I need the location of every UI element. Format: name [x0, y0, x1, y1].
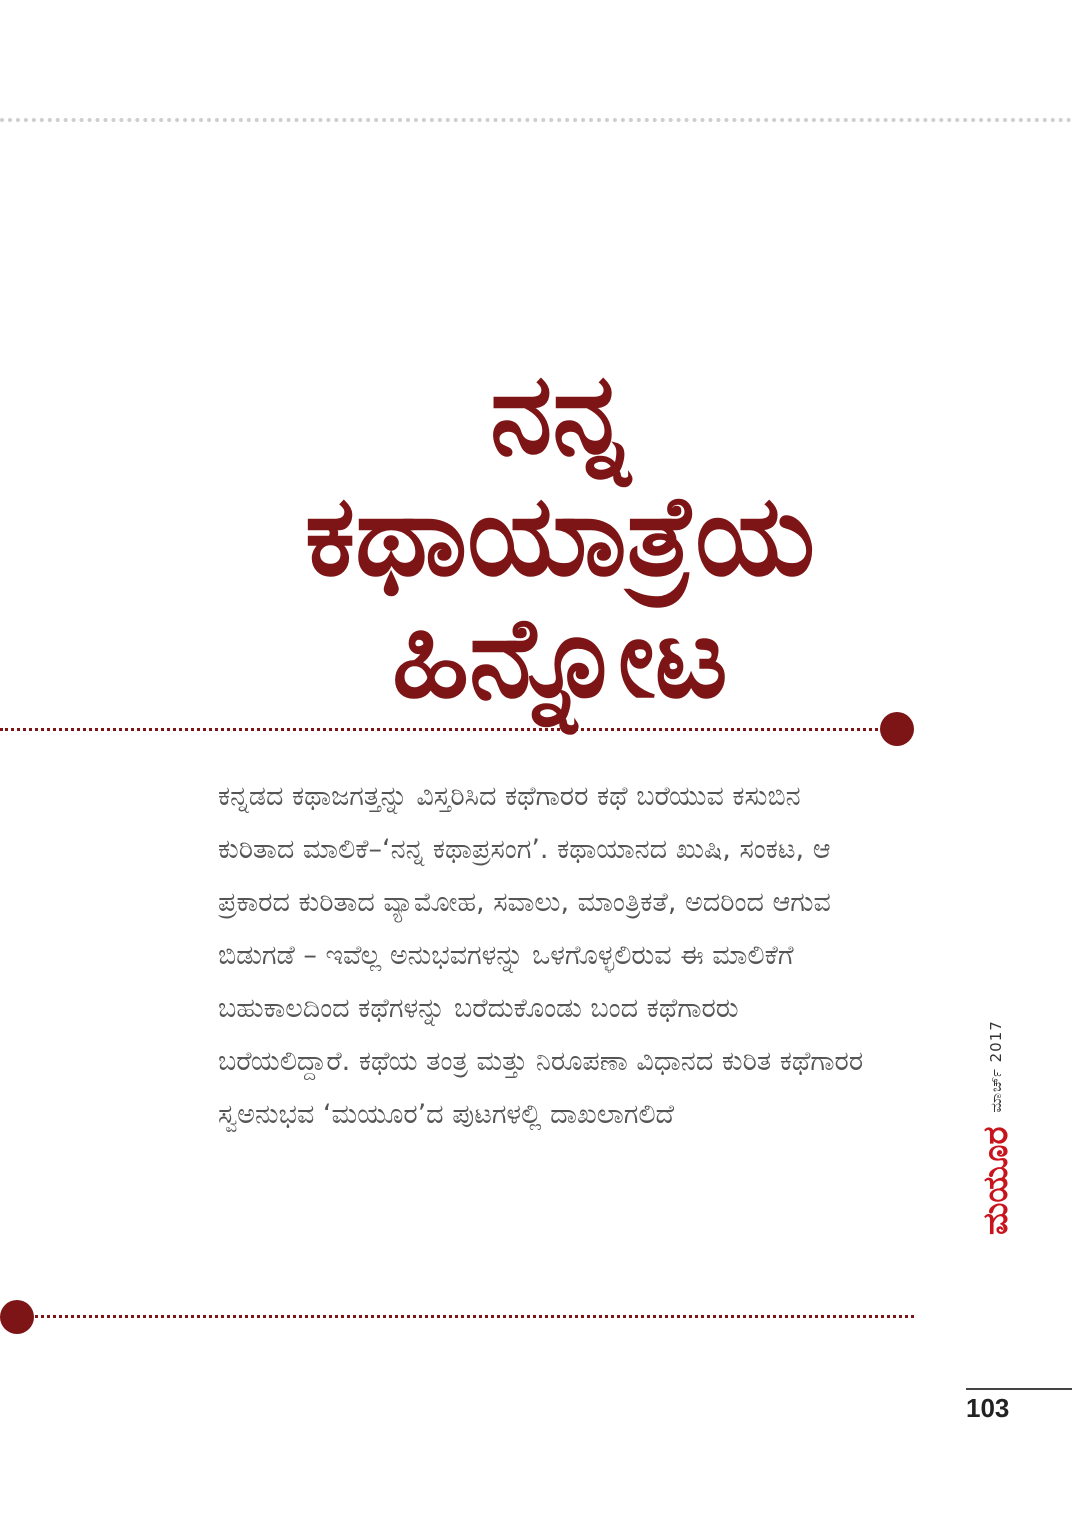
intro-bottom-divider [22, 1315, 914, 1318]
title-line-2: ಕಥಾಯಾತ್ರೆಯ [304, 471, 816, 602]
page-number-rule [966, 1388, 1072, 1390]
article-title [180, 349, 940, 724]
page-number: 103 [966, 1393, 1010, 1423]
intro-paragraph: ಕನ್ನಡದ ಕಥಾಜಗತ್ತನ್ನು ವಿಸ್ತರಿಸಿದ ಕಥೆಗಾರರ ಕಥೆ ಬರೆಯುವ ಕಸುಬಿನ ಕುರಿತಾದ ಮಾಲಿಕೆ–‘ನನ್ನ ಕಥಾಪ್ರಸಂಗ’. ಕಥಾಯಾನದ ಖುಷಿ, ಸಂಕಟ, ಆ ಪ್ರಕಾರದ ಕುರಿತಾದ ವ್ಯಾಮೋಹ, ಸವಾಲು, ಮಾಂತ್ರಿಕತೆ, ಅದರಿಂದ ಆಗುವ ಬಿಡುಗಡೆ – ಇವೆಲ್ಲ ಅನುಭವಗಳನ್ನು ಒಳಗೊಳ್ಳಲಿರುವ ಈ ಮಾಲಿಕೆಗೆ ಬಹುಕಾಲದಿಂದ ಕಥೆಗಳನ್ನು ಬರೆದುಕೊಂಡು ಬಂದ ಕಥೆಗಾರರು ಬರೆಯಲಿದ್ದಾರೆ. ಕಥೆಯ ತಂತ್ರ ಮತ್ತು ನಿರೂಪಣಾ ವಿಧಾನದ ಕುರಿತ ಕಥೆಗಾರರ ಸ್ವಅನುಭವ ‘ಮಯೂರ’ದ ಪುಟಗಳಲ್ಲಿ ದಾಖಲಾಗಲಿದೆ [218, 781, 864, 1130]
intro-block [218, 770, 868, 1141]
issue-date: ಮಾರ್ಚ್ 2017 [987, 1020, 1005, 1113]
divider-dot-left [0, 1300, 34, 1334]
top-dotted-divider [0, 118, 1072, 122]
title-line-1: ನನ್ನ [490, 349, 630, 480]
title-line-3: ಹಿನ್ನೋಟ [392, 593, 728, 724]
magazine-logo: ಮಯೂರ [976, 1126, 1016, 1235]
intro-top-divider [0, 728, 884, 731]
divider-dot-right [880, 712, 914, 746]
